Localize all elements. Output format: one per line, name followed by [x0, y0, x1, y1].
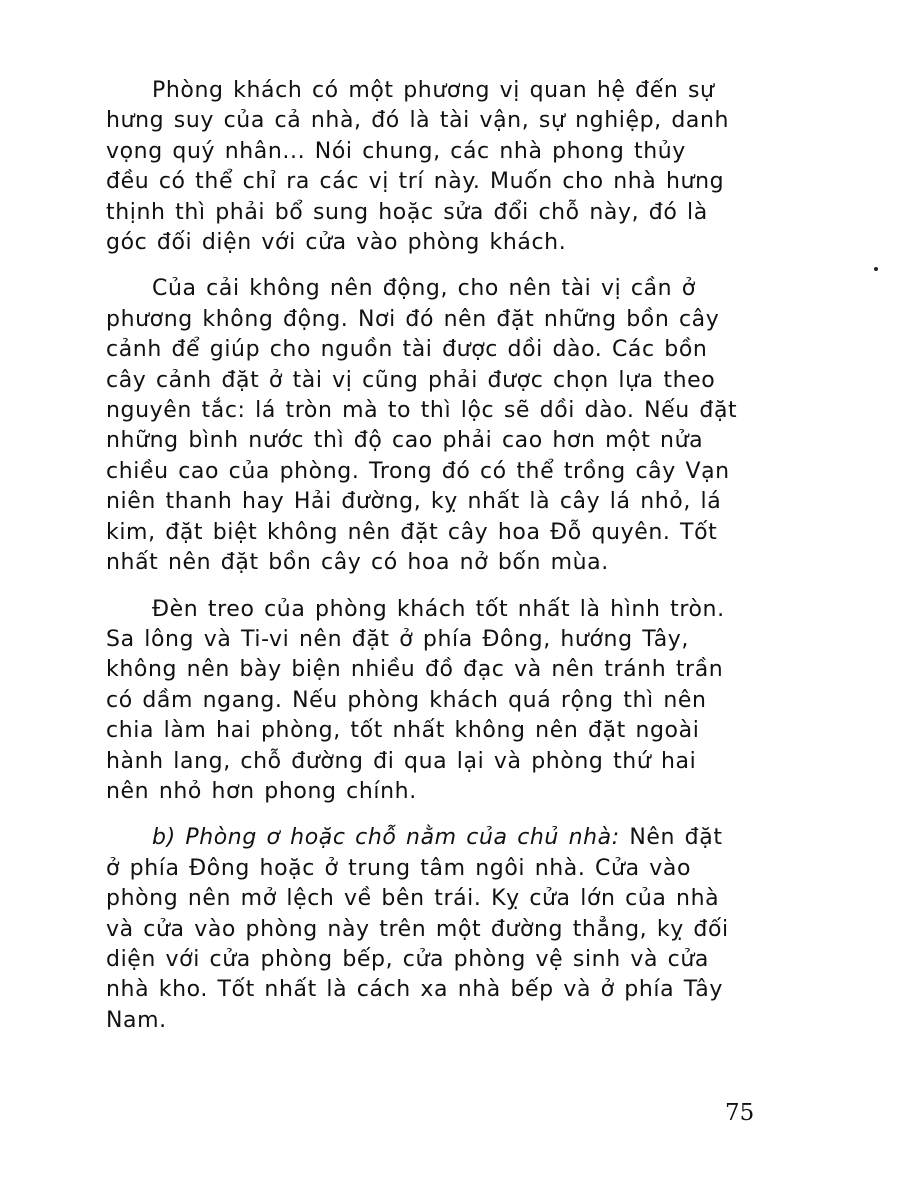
- text-line: không nên bày biện nhiều đồ đạc và nên tránh trần: [106, 657, 724, 683]
- text-line: cây cảnh đặt ở tài vị cũng phải được chọn lựa theo: [106, 367, 716, 393]
- text-line: [106, 823, 756, 853]
- text-line: góc đối diện với cửa vào phòng khách.: [106, 230, 567, 256]
- text-line: nguyên tắc: lá tròn mà to thì lộc sẽ dồi dào. Nếu đặt: [106, 398, 738, 424]
- text-line: Nam.: [106, 1007, 167, 1033]
- page-body: [106, 76, 756, 1052]
- text-line: Đèn treo của phòng khách tốt nhất là hình tròn.: [152, 596, 725, 622]
- text-line: chiều cao của phòng. Trong đó có thể trồng cây Vạn: [106, 458, 730, 484]
- text-line: niên thanh hay Hải đường, kỵ nhất là cây lá nhỏ, lá: [106, 489, 722, 515]
- text-line: Phòng khách có một phương vị quan hệ đến sự: [152, 78, 715, 103]
- text-line: thịnh thì phải bổ sung hoặc sửa đổi chỗ này, đó là: [106, 199, 708, 225]
- text-line: đều có thể chỉ ra các vị trí này. Muốn cho nhà hưng: [106, 169, 725, 195]
- text-line: phương không động. Nơi đó nên đặt những bồn cây: [106, 306, 720, 332]
- paragraph-wealth-position: [106, 274, 756, 578]
- paragraph-lamp-and-furniture: [106, 595, 756, 808]
- text-line: và cửa vào phòng này trên một đường thẳng, kỵ đối: [106, 916, 729, 942]
- text-line: diện với cửa phòng bếp, cửa phòng vệ sinh và cửa: [106, 946, 709, 972]
- text-line: hành lang, chỗ đường đi qua lại và phòng thứ hai: [106, 748, 697, 774]
- text-line: vọng quý nhân... Nói chung, các nhà phong thủy: [106, 138, 686, 164]
- text-fragment: Nên đặt: [619, 825, 723, 851]
- page-number: 75: [725, 1100, 755, 1126]
- text-line: hưng suy của cả nhà, đó là tài vận, sự nghiệp, danh: [106, 108, 730, 134]
- paragraph-living-room-direction: [106, 76, 756, 258]
- text-line: kim, đặt biệt không nên đặt cây hoa Đỗ quyên. Tốt: [106, 519, 718, 545]
- text-line: nên nhỏ hơn phong chính.: [106, 778, 417, 804]
- scan-speck: [874, 267, 878, 271]
- text-line: phòng nên mở lệch về bên trái. Kỵ cửa lớn của nhà: [106, 886, 720, 912]
- text-line: nhất nên đặt bồn cây có hoa nở bốn mùa.: [106, 550, 609, 576]
- text-line: Của cải không nên động, cho nên tài vị cần ở: [152, 276, 696, 302]
- section-heading-italic: b) Phòng ơ hoặc chỗ nằm của chủ nhà:: [152, 825, 620, 851]
- text-line: có dầm ngang. Nếu phòng khách quá rộng thì nên: [106, 687, 707, 713]
- text-line: những bình nước thì độ cao phải cao hơn một nửa: [106, 428, 704, 454]
- text-line: cảnh để giúp cho nguồn tài được dồi dào. Các bồn: [106, 337, 708, 363]
- text-line: ở phía Đông hoặc ở trung tâm ngôi nhà. Cửa vào: [106, 855, 691, 881]
- text-line: nhà kho. Tốt nhất là cách xa nhà bếp và ở phía Tây: [106, 977, 723, 1003]
- paragraph-master-bedroom: [106, 823, 756, 1036]
- text-line: chia làm hai phòng, tốt nhất không nên đặt ngoài: [106, 718, 700, 744]
- text-line: Sa lông và Ti-vi nên đặt ở phía Đông, hướng Tây,: [106, 626, 689, 652]
